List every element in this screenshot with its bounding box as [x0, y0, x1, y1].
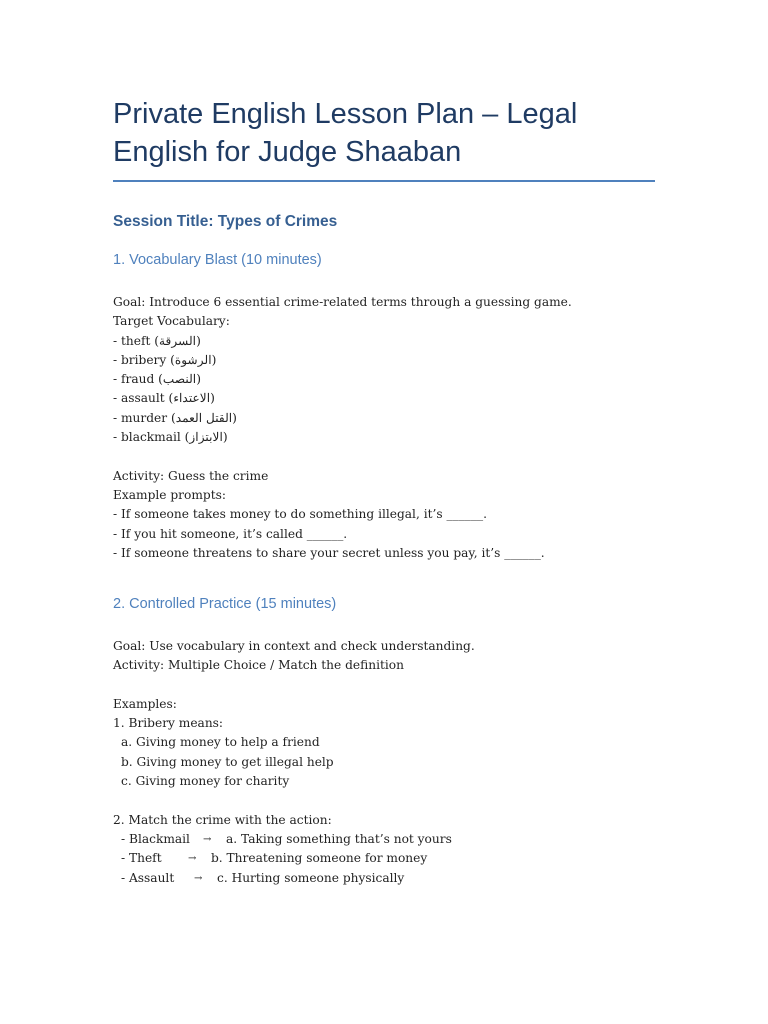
arrow-icon: → — [194, 872, 203, 884]
vocab-item: - bribery (الرشوة) — [113, 352, 217, 367]
title-line-2: English for Judge Shaaban — [113, 136, 462, 168]
match-action: c. Hurting someone physically — [217, 870, 405, 885]
question-1-option: c. Giving money for charity — [121, 774, 290, 789]
vocab-item: - blackmail (الابتزاز) — [113, 430, 228, 445]
match-crime: - Blackmail — [121, 831, 190, 846]
spacer — [113, 447, 658, 466]
prompt-item: - If you hit someone, it’s called ______. — [113, 526, 348, 541]
section-2-body — [113, 637, 658, 888]
section-1-heading: 1. Vocabulary Blast (10 minutes) — [113, 252, 322, 268]
arrow-icon: → — [188, 853, 197, 865]
arrow-icon: → — [203, 833, 212, 845]
section-2-heading: 2. Controlled Practice (15 minutes) — [113, 596, 337, 612]
vocab-item: - assault (الاعتداء) — [113, 391, 215, 406]
vocab-item: - theft (السرقة) — [113, 333, 201, 348]
prompt-item: - If someone threatens to share your secret unless you pay, it’s ______. — [113, 545, 545, 560]
match-row — [113, 849, 658, 868]
title-divider — [113, 180, 655, 182]
vocab-item: - fraud (النصب) — [113, 372, 201, 387]
question-2: 2. Match the crime with the action: — [113, 812, 332, 827]
examples-label: Examples: — [113, 696, 177, 711]
section-1-body — [113, 293, 658, 563]
match-action: a. Taking something that’s not yours — [226, 831, 452, 846]
match-row — [113, 830, 658, 849]
prompt-item: - If someone takes money to do something illegal, it’s ______. — [113, 507, 487, 522]
section-2-activity: Activity: Multiple Choice / Match the definition — [113, 658, 404, 673]
match-crime: - Assault — [121, 870, 175, 885]
title-line-1: Private English Lesson Plan – Legal — [113, 98, 578, 130]
example-prompts-label: Example prompts: — [113, 487, 226, 502]
target-vocabulary-label: Target Vocabulary: — [113, 314, 230, 329]
match-crime: - Theft — [121, 851, 162, 866]
question-1: 1. Bribery means: — [113, 716, 224, 731]
page-title — [113, 95, 658, 171]
match-action: b. Threatening someone for money — [211, 851, 428, 866]
question-1-option: b. Giving money to get illegal help — [121, 754, 334, 769]
spacer — [113, 791, 658, 810]
question-1-option: a. Giving money to help a friend — [121, 735, 320, 750]
section-1-goal: Goal: Introduce 6 essential crime-related terms through a guessing game. — [113, 295, 572, 309]
session-title: Session Title: Types of Crimes — [113, 213, 338, 230]
section-2-goal: Goal: Use vocabulary in context and check understanding. — [113, 639, 475, 653]
spacer — [113, 676, 658, 695]
section-1-activity: Activity: Guess the crime — [113, 468, 269, 483]
match-row — [113, 869, 658, 888]
vocab-item: - murder (القتل العمد) — [113, 410, 237, 425]
